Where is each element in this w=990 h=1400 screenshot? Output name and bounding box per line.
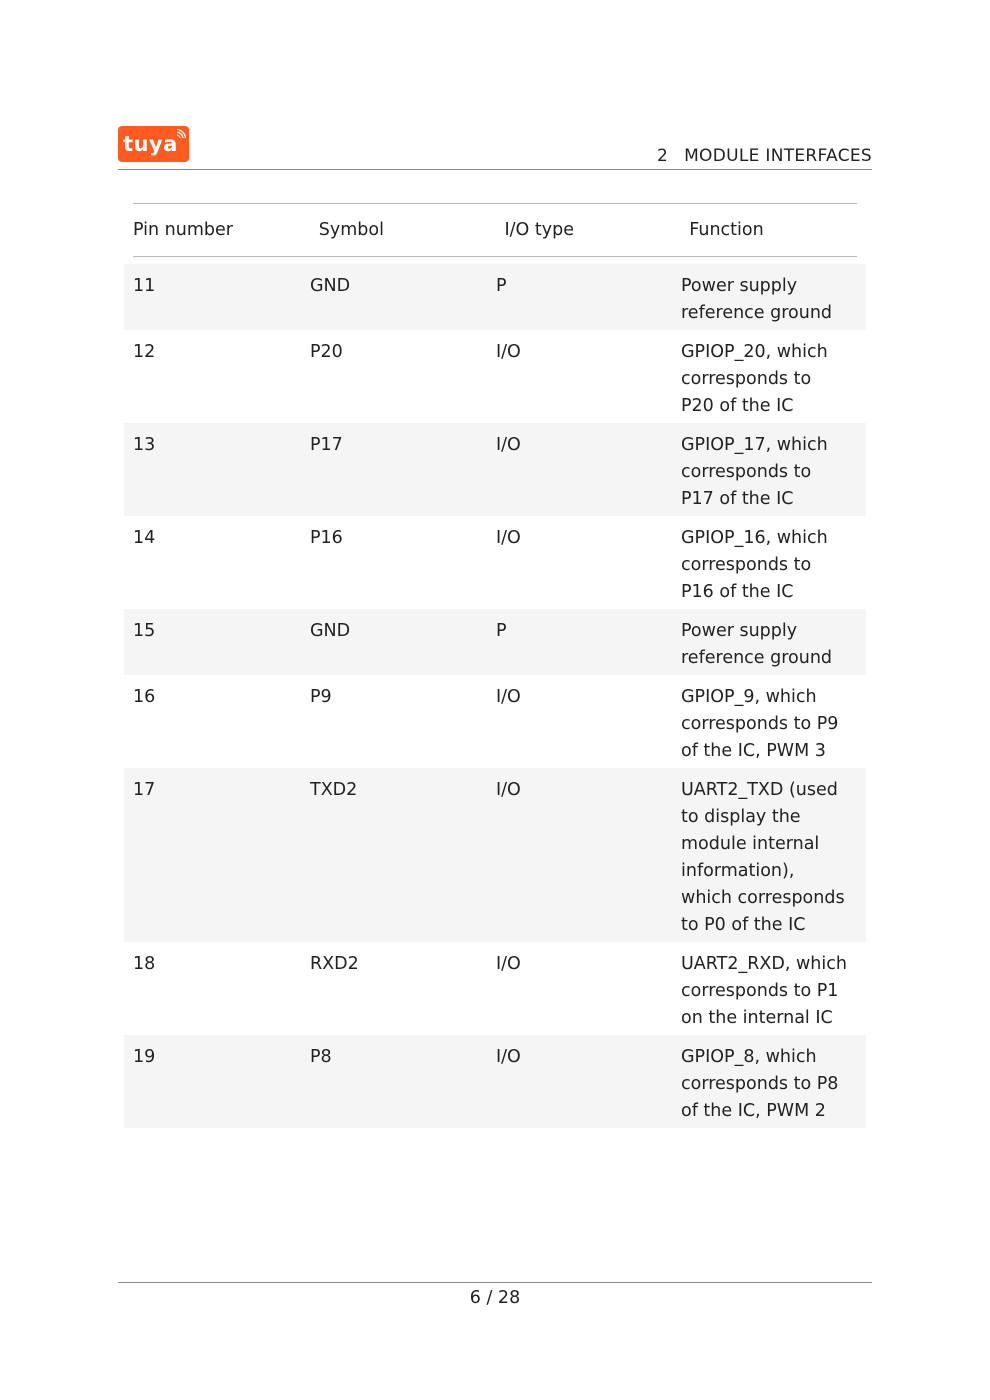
column-header-symbol: Symbol <box>318 219 384 240</box>
column-header-pin: Pin number <box>133 219 233 240</box>
section-number: 2 <box>656 146 669 166</box>
table-row <box>124 330 866 423</box>
cell-function: GPIOP_9, which corresponds to P9 of the IC, PWM 3 <box>681 687 839 761</box>
table-row <box>124 942 866 1035</box>
logo-text: tuya <box>123 131 178 156</box>
cell-io-type: I/O <box>496 1047 521 1067</box>
cell-io-type: I/O <box>496 528 521 548</box>
table-header <box>133 203 857 257</box>
table-row <box>124 1035 866 1128</box>
cell-pin: 19 <box>133 1047 156 1067</box>
cell-pin: 13 <box>133 435 156 455</box>
table-body <box>124 264 866 1128</box>
cell-pin: 15 <box>133 621 156 641</box>
column-header-function: Function <box>689 219 764 240</box>
cell-function: UART2_RXD, which corresponds to P1 on the internal IC <box>681 954 847 1028</box>
cell-function: Power supply reference ground <box>681 276 833 323</box>
cell-symbol: P17 <box>310 435 343 455</box>
cell-io-type: I/O <box>496 780 521 800</box>
cell-pin: 17 <box>133 780 156 800</box>
footer-divider <box>118 1282 872 1283</box>
table-row <box>124 264 866 330</box>
cell-symbol: P9 <box>310 687 332 707</box>
cell-function: GPIOP_20, which corresponds to P20 of the IC <box>681 342 828 416</box>
cell-function: GPIOP_8, which corresponds to P8 of the IC, PWM 2 <box>681 1047 839 1121</box>
wifi-icon <box>176 129 186 139</box>
header-divider <box>118 169 872 170</box>
cell-io-type: I/O <box>496 342 521 362</box>
cell-pin: 18 <box>133 954 156 974</box>
cell-symbol: RXD2 <box>310 954 359 974</box>
table-row <box>124 516 866 609</box>
section-header <box>657 146 872 166</box>
cell-pin: 14 <box>133 528 156 548</box>
cell-io-type: P <box>496 276 507 296</box>
cell-pin: 12 <box>133 342 156 362</box>
table-row <box>124 423 866 516</box>
page-number: 6 / 28 <box>469 1288 521 1308</box>
cell-io-type: P <box>496 621 507 641</box>
cell-symbol: GND <box>310 276 351 296</box>
section-title: MODULE INTERFACES <box>684 146 872 166</box>
table-row <box>124 768 866 942</box>
cell-function: GPIOP_17, which corresponds to P17 of the IC <box>681 435 828 509</box>
cell-io-type: I/O <box>496 435 521 455</box>
column-header-io: I/O type <box>504 219 574 240</box>
table-row <box>124 609 866 675</box>
cell-io-type: I/O <box>496 687 521 707</box>
cell-io-type: I/O <box>496 954 521 974</box>
pin-table <box>124 203 866 1128</box>
cell-symbol: GND <box>310 621 351 641</box>
tuya-logo <box>118 126 189 162</box>
cell-symbol: P16 <box>310 528 343 548</box>
cell-function: Power supply reference ground <box>681 621 833 668</box>
cell-pin: 16 <box>133 687 156 707</box>
cell-function: GPIOP_16, which corresponds to P16 of the IC <box>681 528 828 602</box>
cell-symbol: TXD2 <box>310 780 358 800</box>
cell-function: UART2_TXD (used to display the module internal information), which corresponds to P0 of the IC <box>681 780 845 935</box>
cell-symbol: P8 <box>310 1047 332 1067</box>
cell-pin: 11 <box>133 276 156 296</box>
table-row <box>124 675 866 768</box>
cell-symbol: P20 <box>310 342 343 362</box>
